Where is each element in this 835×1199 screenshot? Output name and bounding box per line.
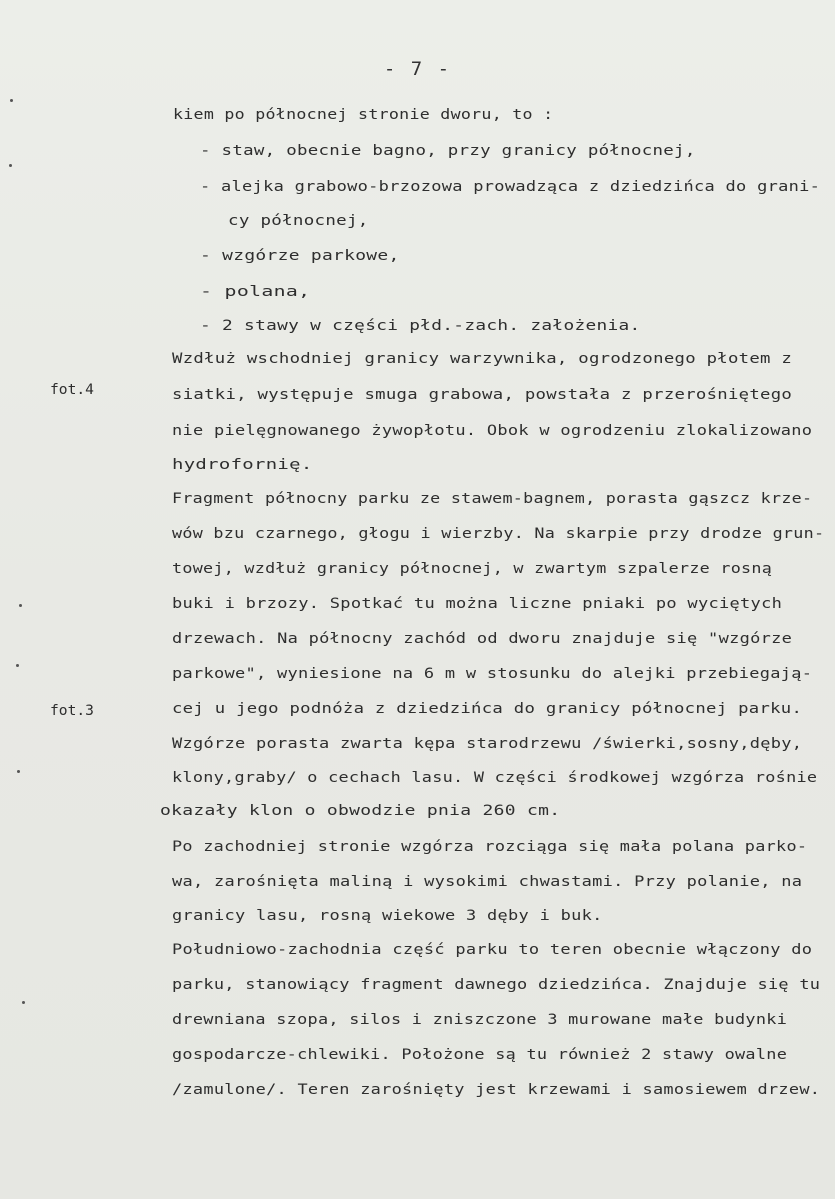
margin-note-photo-3: fot.3 xyxy=(50,702,94,719)
paper-speck xyxy=(10,99,13,102)
text-line: wa, zarośnięta maliną i wysokimi chwastami. Przy polanie, na xyxy=(172,873,803,890)
margin-note-photo-4: fot.4 xyxy=(50,381,94,398)
text-line: Wzgórze porasta zwarta kępa starodrzewu /świerki,sosny,dęby, xyxy=(172,735,803,752)
text-line: kiem po północnej stronie dworu, to : xyxy=(173,106,554,123)
text-line: drzewach. Na północny zachód od dworu znajduje się "wzgórze xyxy=(172,630,793,647)
list-item-hill: - wzgórze parkowe, xyxy=(200,247,400,264)
text-line: nie pielęgnowanego żywopłotu. Obok w ogrodzeniu zlokalizowano xyxy=(172,422,813,439)
text-line: Po zachodniej stronie wzgórza rozciąga się mała polana parko- xyxy=(172,838,808,855)
text-line: parkowe", wyniesione na 6 m w stosunku do alejki przebiegają- xyxy=(172,665,813,682)
text-line: okazały klon o obwodzie pnia 260 cm. xyxy=(160,802,561,819)
list-item-alley-continued: cy północnej, xyxy=(228,212,369,229)
list-item-ponds: - 2 stawy w części płd.-zach. założenia. xyxy=(200,317,641,334)
paper-speck xyxy=(19,604,22,607)
text-line: towej, wzdłuż granicy północnej, w zwartym szpalerze rosną xyxy=(172,560,773,577)
text-line: klony,graby/ o cechach lasu. W części środkowej wzgórza rośnie xyxy=(172,769,818,786)
list-item-alley: - alejka grabowo-brzozowa prowadząca z dziedzińca do grani- xyxy=(200,178,821,195)
paper-speck xyxy=(16,664,19,667)
text-line: parku, stanowiący fragment dawnego dziedzińca. Znajduje się tu xyxy=(172,976,821,993)
text-line: granicy lasu, rosną wiekowe 3 dęby i buk. xyxy=(172,907,603,924)
list-item-glade: - polana, xyxy=(200,283,311,300)
text-line: drewniana szopa, silos i zniszczone 3 murowane małe budynki xyxy=(172,1011,788,1028)
text-line: siatki, występuje smuga grabowa, powstała z przerośniętego xyxy=(172,386,793,403)
text-line: wów bzu czarnego, głogu i wierzby. Na skarpie przy drodze grun- xyxy=(172,525,825,542)
page-number: - 7 - xyxy=(383,58,452,80)
paper-speck xyxy=(17,770,20,773)
text-line: Wzdłuż wschodniej granicy warzywnika, ogrodzonego płotem z xyxy=(172,350,793,367)
text-line: hydrofornię. xyxy=(172,456,313,473)
text-line: cej u jego podnóża z dziedzińca do granicy północnej parku. xyxy=(172,700,803,717)
paper-speck xyxy=(9,164,12,167)
paper-speck xyxy=(22,1001,25,1004)
list-item-pond: - staw, obecnie bagno, przy granicy północnej, xyxy=(200,142,696,159)
text-line: Południowo-zachodnia część parku to teren obecnie włączony do xyxy=(172,941,813,958)
text-line: buki i brzozy. Spotkać tu można liczne pniaki po wyciętych xyxy=(172,595,783,612)
text-line: Fragment północny parku ze stawem-bagnem, porasta gąszcz krze- xyxy=(172,490,813,507)
text-line: /zamulone/. Teren zarośnięty jest krzewami i samosiewem drzew. xyxy=(172,1081,821,1098)
text-line: gospodarcze-chlewiki. Położone są tu również 2 stawy owalne xyxy=(172,1046,788,1063)
